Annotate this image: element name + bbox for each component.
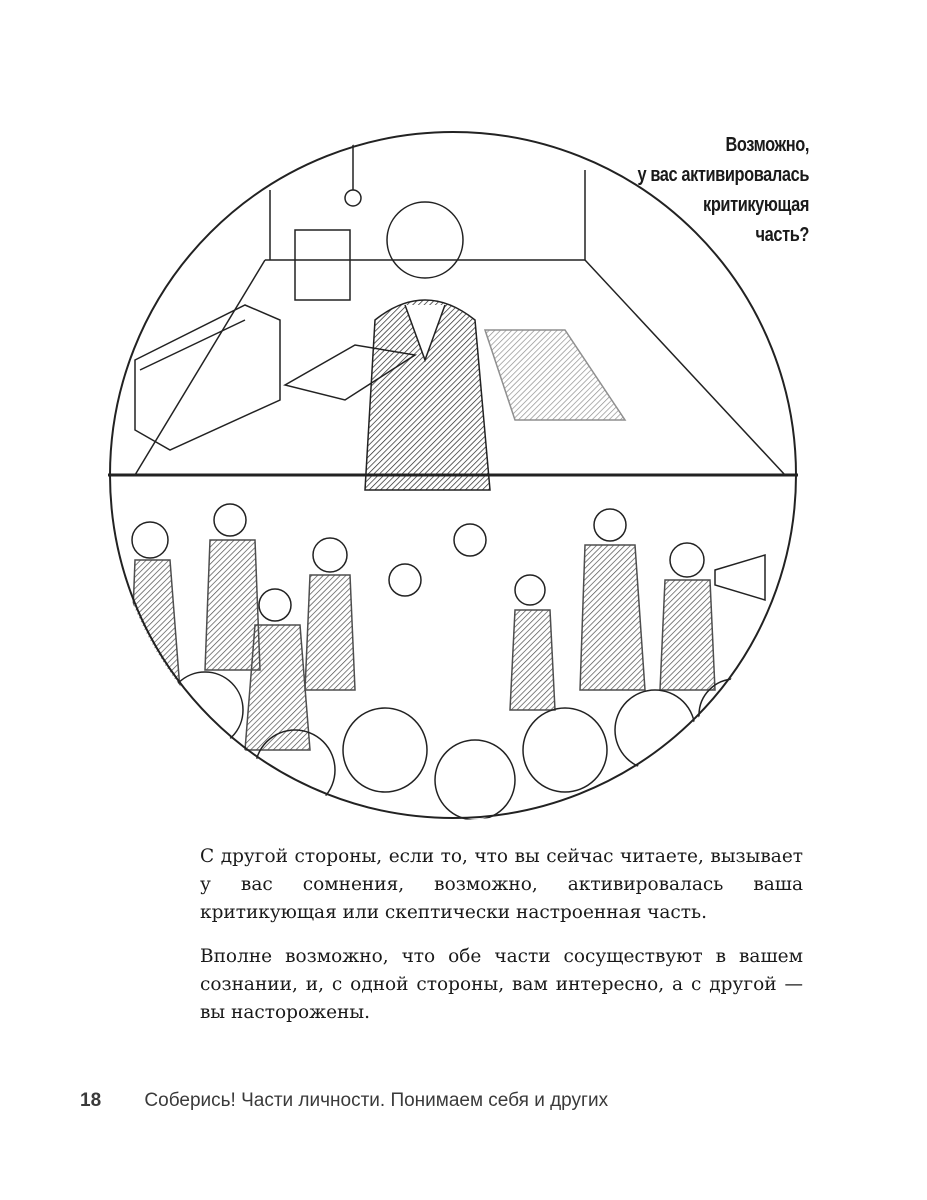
callout-caption [596,130,809,250]
paragraph: С другой стороны, если то, что вы сейчас читаете, вызывает у вас сомнения, возможно, активировалась ваша критикующая или скептически настроенная часть. [200,846,803,923]
book-title: Соберись! Части личности. Понимаем себя и других [144,1090,609,1111]
callout-line: часть? [755,224,809,246]
page-number: 18 [80,1090,102,1111]
callout-line: Возможно, [725,134,809,156]
callout-line: критикующая [703,194,809,216]
page-footer [80,1090,608,1112]
paragraph: Вполне возможно, что обе части сосуществуют в вашем сознании, и, с одной стороны, вам интересно, а с другой — вы насторожены. [200,946,803,1023]
body-text [200,843,803,1043]
callout-line: у вас активировалась [637,164,809,186]
